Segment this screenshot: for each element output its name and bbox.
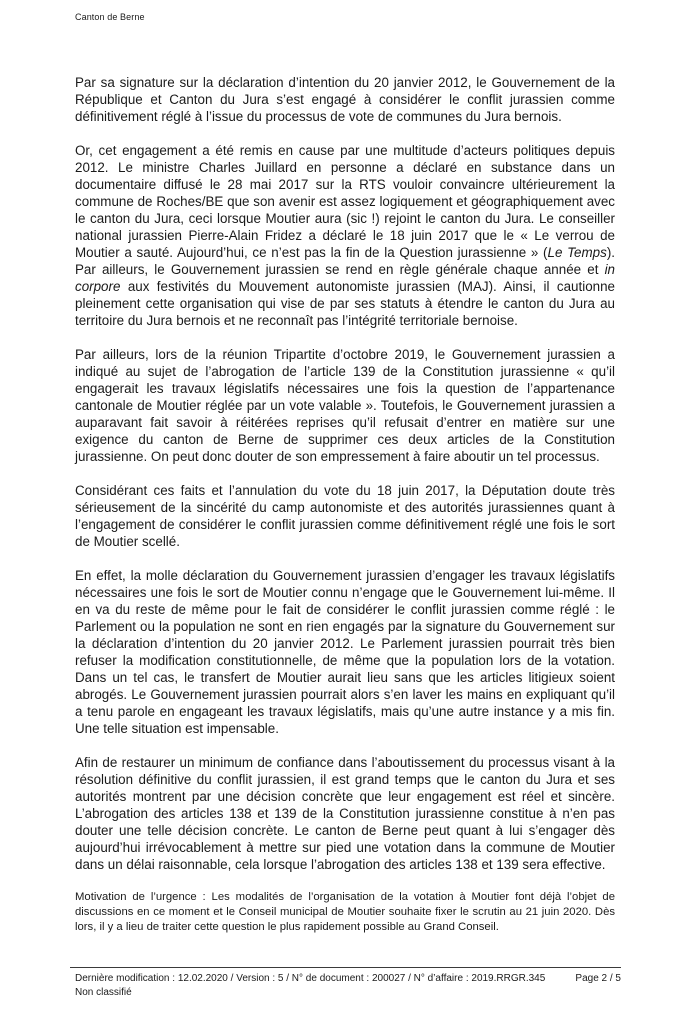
paragraph	[75, 346, 615, 465]
page-footer	[70, 967, 621, 1000]
paragraph	[75, 754, 615, 873]
footer-meta: Dernière modification : 12.02.2020 / Version : 5 / N° de document : 200027 / N° d’affaire : 2019.RRGR.345	[75, 973, 546, 984]
paragraph	[75, 567, 615, 737]
paragraph-text: Motivation de l’urgence : Les modalités de l’organisation de la votation à Moutier font déjà l’objet de discussions en ce moment et le Conseil municipal de Moutier souhaite fixer le scrutin au 21 juin 2020. Dès lors, il y a lieu de traiter cette question le plus rapidement possible au Grand Conseil.	[75, 891, 615, 933]
paragraph-text: Afin de restaurer un minimum de confiance dans l’aboutissement du processus visant à la résolution définitive du conflit jurassien, il est grand temps que le canton du Jura et ses autorités montrent par une décision concrète que leur engagement est réel et sincère. L’abrogation des articles 138 et 139 de la Constitution jurassienne constitue à n’en pas douter une telle décision concrète. Le canton de Berne peut quant à lui s’engager dès aujourd’hui irrévocablement à mettre sur pied une votation dans la commune de Moutier dans un délai raisonnable, cela lorsque l’abrogation des articles 138 et 139 sera effective.	[75, 755, 615, 872]
paragraph-text: Par sa signature sur la déclaration d’intention du 20 janvier 2012, le Gouvernement de la République et Canton du Jura s’est engagé à considérer le conflit jurassien comme définitivement réglé à l’issue du processus de vote de communes du Jura bernois.	[75, 75, 615, 124]
footer-classification: Non classifié	[75, 987, 132, 998]
paragraph-text-italic: Le Temps	[547, 245, 607, 260]
paragraphs-container	[75, 74, 615, 952]
footer-page-number: Page 2 / 5	[575, 973, 621, 984]
paragraph	[75, 74, 615, 125]
paragraph-text: Considérant ces faits et l’annulation du vote du 18 juin 2017, la Députation doute très sérieusement de la sincérité du camp autonomiste et des autorités jurassiennes quant à l’engagement de considérer le conflit jurassien comme définitivement réglé une fois le sort de Moutier scellé.	[75, 483, 615, 549]
paragraph	[75, 482, 615, 550]
paragraph-text: Par ailleurs, lors de la réunion Tripartite d’octobre 2019, le Gouvernement jurassien a indiqué au sujet de l’abrogation de l’article 139 de la Constitution jurassienne « qu’il engagerait les travaux législatifs nécessaires une fois la question de l’appartenance cantonale de Moutier réglée par un vote valable ». Toutefois, le Gouvernement jurassien a auparavant fait savoir à réitérées reprises qu’il refusait d’entrer en matière sur une exigence du canton de Berne de supprimer ces deux articles de la Constitution jurassienne. On peut donc douter de son empressement à faire aboutir un tel processus.	[75, 347, 615, 464]
paragraph-text: aux festivités du Mouvement autonomiste jurassien (MAJ). Ainsi, il cautionne pleinement cette organisation qui vise de par ses statuts à étendre le canton du Jura au territoire du Jura bernois et ne reconnaît pas l’intégrité territoriale bernoise.	[75, 279, 615, 328]
footer-row	[70, 972, 621, 986]
paragraph	[75, 890, 615, 935]
paragraph-text: Or, cet engagement a été remis en cause par une multitude d’acteurs politiques depuis 2012. Le ministre Charles Juillard en personne a déclaré en substance dans un documentaire diffusé le 28 mai 2017 sur la RTS vouloir convaincre ultérieurement la commune de Roches/BE que son avenir est assez logiquement et géographiquement avec le canton du Jura, ceci lorsque Moutier aura (sic !) rejoint le canton du Jura. Le conseiller national jurassien Pierre-Alain Fridez a déclaré le 18 juin 2017 que le « Le verrou de Moutier a sauté. Aujourd’hui, ce n’est pas la fin de la Question jurassienne » (	[75, 143, 615, 260]
paragraph-text: En effet, la molle déclaration du Gouvernement jurassien d’engager les travaux législatifs nécessaires une fois le sort de Moutier connu n’engage que le Gouvernement lui-même. Il en va du reste de même pour le fait de considérer le conflit jurassien comme réglé : le Parlement ou la population ne sont en rien engagés par la signature du Gouvernement sur la déclaration d’intention du 20 janvier 2012. Le Parlement jurassien pourrait très bien refuser la modification constitutionnelle, de même que la population lors de la votation. Dans un tel cas, le transfert de Moutier aurait lieu sans que les articles litigieux soient abrogés. Le Gouvernement jurassien pourrait alors s’en laver les mains en expliquant qu’il a tenu parole en engageant les travaux législatifs, mais qu’une autre instance y a mis fin. Une telle situation est impensable.	[75, 568, 615, 736]
paragraph	[75, 142, 615, 329]
paragraph-text: ). Par ailleurs, le Gouvernement jurassien se rend en règle générale chaque année et	[75, 245, 615, 277]
header-brand: Canton de Berne	[75, 12, 145, 22]
paragraph-text-italic: in corpore	[75, 262, 615, 294]
